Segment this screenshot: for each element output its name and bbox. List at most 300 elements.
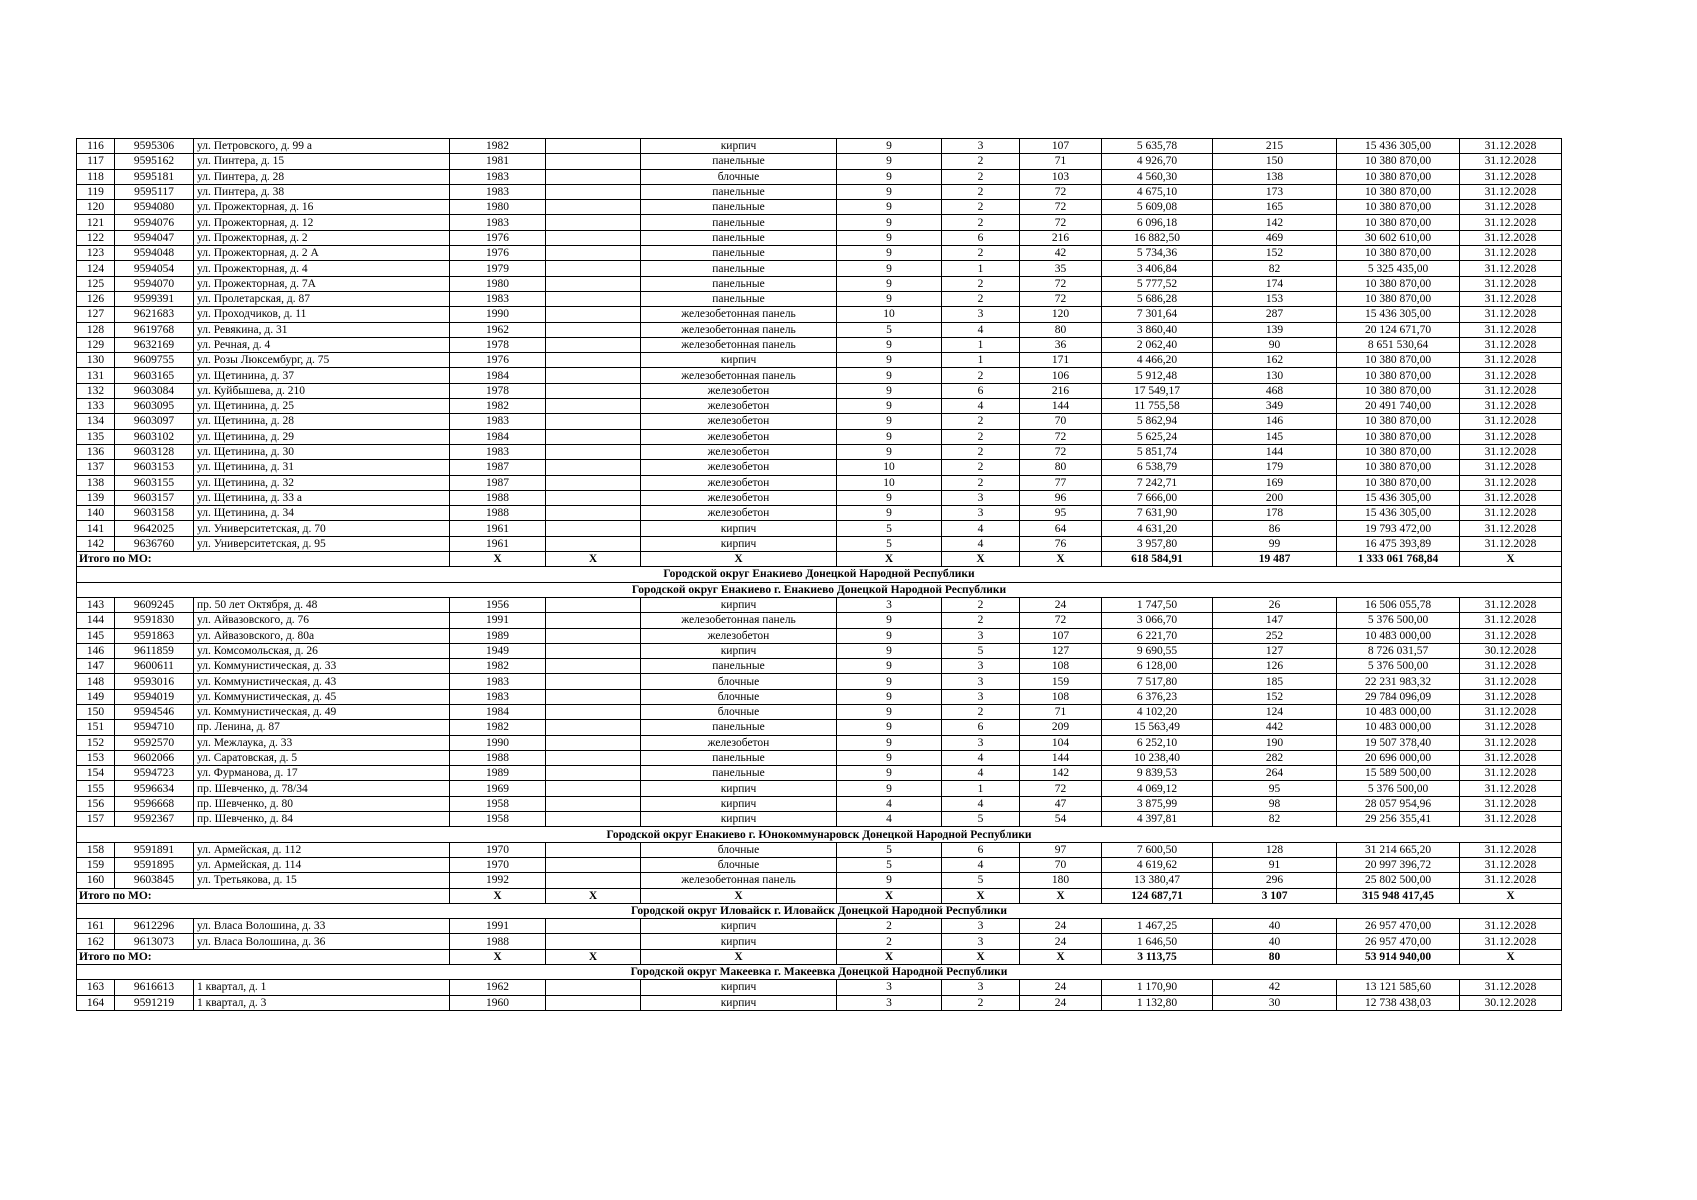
cell-blank [546, 139, 641, 154]
cell-floors: 9 [837, 291, 942, 306]
cell-cost: 10 380 870,00 [1337, 383, 1460, 398]
cell-row-number: 123 [77, 246, 115, 261]
cell-floors: 9 [837, 169, 942, 184]
cell-apartments: 106 [1020, 368, 1102, 383]
cell-deadline: 30.12.2028 [1460, 643, 1562, 658]
cell-row-number: 162 [77, 934, 115, 949]
cell-residents: 174 [1213, 276, 1337, 291]
table-row [77, 628, 1562, 643]
cell-year-built: 1961 [450, 521, 546, 536]
cell-row-number: 137 [77, 460, 115, 475]
cell-apartments: 70 [1020, 414, 1102, 429]
cell-cost: 8 651 530,64 [1337, 337, 1460, 352]
cell-floors: 5 [837, 322, 942, 337]
cell-residents: 124 [1213, 704, 1337, 719]
cell-row-number: 122 [77, 230, 115, 245]
total-cell: 124 687,71 [1102, 888, 1213, 903]
cell-area: 3 066,70 [1102, 613, 1213, 628]
cell-year-built: 1987 [450, 460, 546, 475]
cell-floors: 9 [837, 399, 942, 414]
cell-blank [546, 429, 641, 444]
cell-house-id: 9603157 [115, 490, 194, 505]
cell-deadline: 31.12.2028 [1460, 597, 1562, 612]
cell-blank [546, 735, 641, 750]
cell-apartments: 24 [1020, 995, 1102, 1010]
cell-house-id: 9591891 [115, 842, 194, 857]
cell-address: 1 квартал, д. 1 [194, 980, 450, 995]
cell-blank [546, 399, 641, 414]
cell-house-id: 9603097 [115, 414, 194, 429]
cell-residents: 139 [1213, 322, 1337, 337]
cell-row-number: 121 [77, 215, 115, 230]
cell-house-id: 9594048 [115, 246, 194, 261]
cell-address: ул. Прожекторная, д. 2 [194, 230, 450, 245]
cell-apartments: 77 [1020, 475, 1102, 490]
cell-entrances: 3 [942, 506, 1020, 521]
cell-wall-material: блочные [641, 857, 837, 872]
cell-floors: 2 [837, 919, 942, 934]
cell-cost: 10 483 000,00 [1337, 720, 1460, 735]
cell-entrances: 2 [942, 995, 1020, 1010]
cell-cost: 15 589 500,00 [1337, 766, 1460, 781]
cell-apartments: 180 [1020, 873, 1102, 888]
cell-year-built: 1987 [450, 475, 546, 490]
cell-address: пр. Шевченко, д. 84 [194, 812, 450, 827]
cell-blank [546, 506, 641, 521]
cell-year-built: 1976 [450, 353, 546, 368]
cell-blank [546, 154, 641, 169]
cell-year-built: 1962 [450, 322, 546, 337]
cell-year-built: 1992 [450, 873, 546, 888]
cell-entrances: 3 [942, 919, 1020, 934]
cell-entrances: 2 [942, 200, 1020, 215]
cell-cost: 5 376 500,00 [1337, 659, 1460, 674]
cell-floors: 10 [837, 475, 942, 490]
cell-row-number: 142 [77, 536, 115, 551]
cell-cost: 25 802 500,00 [1337, 873, 1460, 888]
cell-entrances: 2 [942, 246, 1020, 261]
cell-residents: 349 [1213, 399, 1337, 414]
table-row [77, 766, 1562, 781]
cell-blank [546, 215, 641, 230]
cell-blank [546, 750, 641, 765]
cell-row-number: 117 [77, 154, 115, 169]
table-row [77, 246, 1562, 261]
cell-house-id: 9591895 [115, 857, 194, 872]
cell-floors: 2 [837, 934, 942, 949]
cell-entrances: 2 [942, 368, 1020, 383]
cell-year-built: 1982 [450, 399, 546, 414]
cell-cost: 10 380 870,00 [1337, 246, 1460, 261]
cell-area: 1 646,50 [1102, 934, 1213, 949]
cell-year-built: 1983 [450, 291, 546, 306]
cell-floors: 9 [837, 337, 942, 352]
cell-cost: 12 738 438,03 [1337, 995, 1460, 1010]
cell-house-id: 9642025 [115, 521, 194, 536]
total-cell: X [1460, 552, 1562, 567]
cell-residents: 178 [1213, 506, 1337, 521]
cell-residents: 82 [1213, 261, 1337, 276]
cell-cost: 30 602 610,00 [1337, 230, 1460, 245]
cell-floors: 9 [837, 368, 942, 383]
cell-apartments: 159 [1020, 674, 1102, 689]
cell-floors: 9 [837, 414, 942, 429]
cell-floors: 9 [837, 230, 942, 245]
cell-blank [546, 291, 641, 306]
cell-deadline: 31.12.2028 [1460, 506, 1562, 521]
cell-deadline: 31.12.2028 [1460, 536, 1562, 551]
total-cell: X [1020, 949, 1102, 964]
cell-area: 9 839,53 [1102, 766, 1213, 781]
cell-area: 17 549,17 [1102, 383, 1213, 398]
cell-house-id: 9594054 [115, 261, 194, 276]
cell-floors: 9 [837, 490, 942, 505]
cell-blank [546, 597, 641, 612]
cell-cost: 5 376 500,00 [1337, 781, 1460, 796]
cell-residents: 152 [1213, 246, 1337, 261]
cell-blank [546, 628, 641, 643]
cell-deadline: 31.12.2028 [1460, 490, 1562, 505]
cell-apartments: 70 [1020, 857, 1102, 872]
cell-area: 6 128,00 [1102, 659, 1213, 674]
cell-deadline: 31.12.2028 [1460, 766, 1562, 781]
cell-deadline: 31.12.2028 [1460, 139, 1562, 154]
cell-address: ул. Щетинина, д. 37 [194, 368, 450, 383]
cell-address: ул. Проходчиков, д. 11 [194, 307, 450, 322]
cell-address: ул. Армейская, д. 112 [194, 842, 450, 857]
cell-deadline: 31.12.2028 [1460, 919, 1562, 934]
section-title: Городской округ Енакиево г. Енакиево Донецкой Народной Республики [77, 582, 1562, 597]
cell-floors: 9 [837, 613, 942, 628]
total-cell: 618 584,91 [1102, 552, 1213, 567]
table-row [77, 812, 1562, 827]
total-cell: X [546, 552, 641, 567]
cell-apartments: 72 [1020, 200, 1102, 215]
cell-wall-material: панельные [641, 291, 837, 306]
cell-area: 4 560,30 [1102, 169, 1213, 184]
cell-cost: 10 380 870,00 [1337, 444, 1460, 459]
cell-wall-material: железобетон [641, 414, 837, 429]
cell-area: 6 538,79 [1102, 460, 1213, 475]
cell-wall-material: панельные [641, 750, 837, 765]
cell-wall-material: кирпич [641, 934, 837, 949]
cell-year-built: 1983 [450, 444, 546, 459]
cell-apartments: 24 [1020, 597, 1102, 612]
table-row [77, 857, 1562, 872]
cell-floors: 3 [837, 995, 942, 1010]
cell-blank [546, 353, 641, 368]
cell-cost: 15 436 305,00 [1337, 506, 1460, 521]
cell-wall-material: блочные [641, 674, 837, 689]
total-row [77, 888, 1562, 903]
cell-apartments: 144 [1020, 399, 1102, 414]
cell-area: 1 132,80 [1102, 995, 1213, 1010]
cell-residents: 91 [1213, 857, 1337, 872]
cell-wall-material: панельные [641, 766, 837, 781]
cell-address: 1 квартал, д. 3 [194, 995, 450, 1010]
cell-floors: 9 [837, 200, 942, 215]
cell-cost: 5 325 435,00 [1337, 261, 1460, 276]
table-row [77, 613, 1562, 628]
cell-year-built: 1983 [450, 689, 546, 704]
cell-entrances: 3 [942, 735, 1020, 750]
cell-residents: 185 [1213, 674, 1337, 689]
cell-house-id: 9599391 [115, 291, 194, 306]
cell-year-built: 1958 [450, 796, 546, 811]
cell-blank [546, 521, 641, 536]
cell-entrances: 3 [942, 980, 1020, 995]
cell-address: ул. Университетская, д. 95 [194, 536, 450, 551]
cell-address: ул. Прожекторная, д. 7А [194, 276, 450, 291]
cell-area: 4 619,62 [1102, 857, 1213, 872]
cell-floors: 9 [837, 383, 942, 398]
cell-entrances: 3 [942, 689, 1020, 704]
cell-house-id: 9592367 [115, 812, 194, 827]
cell-entrances: 2 [942, 154, 1020, 169]
cell-entrances: 2 [942, 169, 1020, 184]
cell-deadline: 31.12.2028 [1460, 689, 1562, 704]
cell-area: 4 926,70 [1102, 154, 1213, 169]
cell-house-id: 9632169 [115, 337, 194, 352]
cell-year-built: 1984 [450, 368, 546, 383]
cell-year-built: 1983 [450, 215, 546, 230]
cell-entrances: 2 [942, 444, 1020, 459]
cell-residents: 147 [1213, 613, 1337, 628]
cell-residents: 42 [1213, 980, 1337, 995]
cell-area: 5 625,24 [1102, 429, 1213, 444]
cell-row-number: 116 [77, 139, 115, 154]
cell-deadline: 31.12.2028 [1460, 276, 1562, 291]
cell-house-id: 9591830 [115, 613, 194, 628]
cell-floors: 9 [837, 429, 942, 444]
cell-deadline: 31.12.2028 [1460, 628, 1562, 643]
cell-apartments: 35 [1020, 261, 1102, 276]
cell-wall-material: панельные [641, 200, 837, 215]
cell-area: 3 406,84 [1102, 261, 1213, 276]
cell-row-number: 118 [77, 169, 115, 184]
section-header-row [77, 965, 1562, 980]
cell-wall-material: железобетон [641, 383, 837, 398]
cell-entrances: 4 [942, 536, 1020, 551]
cell-deadline: 31.12.2028 [1460, 184, 1562, 199]
cell-address: ул. Комсомольская, д. 26 [194, 643, 450, 658]
cell-row-number: 152 [77, 735, 115, 750]
table-row [77, 139, 1562, 154]
total-cell: X [1020, 552, 1102, 567]
total-cell: X [450, 888, 546, 903]
cell-area: 16 882,50 [1102, 230, 1213, 245]
cell-deadline: 31.12.2028 [1460, 812, 1562, 827]
cell-address: ул. Щетинина, д. 33 а [194, 490, 450, 505]
cell-residents: 98 [1213, 796, 1337, 811]
total-cell: 53 914 940,00 [1337, 949, 1460, 964]
cell-cost: 10 380 870,00 [1337, 368, 1460, 383]
cell-year-built: 1962 [450, 980, 546, 995]
cell-house-id: 9595181 [115, 169, 194, 184]
cell-house-id: 9609245 [115, 597, 194, 612]
cell-wall-material: железобетонная панель [641, 613, 837, 628]
cell-row-number: 151 [77, 720, 115, 735]
cell-blank [546, 490, 641, 505]
cell-address: ул. Айвазовского, д. 76 [194, 613, 450, 628]
cell-year-built: 1982 [450, 720, 546, 735]
cell-residents: 144 [1213, 444, 1337, 459]
table-row [77, 995, 1562, 1010]
cell-row-number: 141 [77, 521, 115, 536]
cell-area: 6 376,23 [1102, 689, 1213, 704]
table-row [77, 475, 1562, 490]
cell-blank [546, 643, 641, 658]
cell-residents: 126 [1213, 659, 1337, 674]
cell-apartments: 103 [1020, 169, 1102, 184]
cell-year-built: 1961 [450, 536, 546, 551]
cell-address: ул. Прожекторная, д. 16 [194, 200, 450, 215]
cell-entrances: 4 [942, 750, 1020, 765]
cell-address: ул. Айвазовского, д. 80а [194, 628, 450, 643]
cell-year-built: 1983 [450, 169, 546, 184]
cell-residents: 200 [1213, 490, 1337, 505]
cell-cost: 31 214 665,20 [1337, 842, 1460, 857]
table-row [77, 200, 1562, 215]
cell-entrances: 3 [942, 934, 1020, 949]
cell-house-id: 9603128 [115, 444, 194, 459]
cell-wall-material: панельные [641, 276, 837, 291]
table-row [77, 460, 1562, 475]
table-row [77, 353, 1562, 368]
cell-blank [546, 674, 641, 689]
cell-residents: 296 [1213, 873, 1337, 888]
table-row [77, 276, 1562, 291]
cell-entrances: 6 [942, 383, 1020, 398]
cell-blank [546, 307, 641, 322]
cell-row-number: 154 [77, 766, 115, 781]
cell-deadline: 31.12.2028 [1460, 857, 1562, 872]
cell-year-built: 1982 [450, 659, 546, 674]
cell-floors: 10 [837, 460, 942, 475]
cell-apartments: 72 [1020, 781, 1102, 796]
cell-year-built: 1979 [450, 261, 546, 276]
table-row [77, 842, 1562, 857]
cell-area: 7 517,80 [1102, 674, 1213, 689]
cell-floors: 9 [837, 643, 942, 658]
cell-year-built: 1978 [450, 337, 546, 352]
cell-house-id: 9603158 [115, 506, 194, 521]
cell-address: ул. Коммунистическая, д. 49 [194, 704, 450, 719]
cell-apartments: 36 [1020, 337, 1102, 352]
cell-house-id: 9594546 [115, 704, 194, 719]
cell-area: 2 062,40 [1102, 337, 1213, 352]
cell-area: 1 747,50 [1102, 597, 1213, 612]
cell-residents: 146 [1213, 414, 1337, 429]
cell-wall-material: панельные [641, 184, 837, 199]
cell-year-built: 1980 [450, 200, 546, 215]
cell-row-number: 147 [77, 659, 115, 674]
cell-address: ул. Ревякина, д. 31 [194, 322, 450, 337]
cell-floors: 3 [837, 980, 942, 995]
cell-cost: 10 380 870,00 [1337, 429, 1460, 444]
cell-apartments: 47 [1020, 796, 1102, 811]
table-row [77, 597, 1562, 612]
cell-cost: 10 380 870,00 [1337, 154, 1460, 169]
cell-year-built: 1988 [450, 506, 546, 521]
total-cell: X [546, 949, 641, 964]
cell-house-id: 9603084 [115, 383, 194, 398]
cell-cost: 16 475 393,89 [1337, 536, 1460, 551]
table-row [77, 980, 1562, 995]
cell-wall-material: кирпич [641, 995, 837, 1010]
cell-row-number: 135 [77, 429, 115, 444]
cell-wall-material: блочные [641, 169, 837, 184]
cell-residents: 153 [1213, 291, 1337, 306]
cell-blank [546, 276, 641, 291]
cell-house-id: 9609755 [115, 353, 194, 368]
cell-cost: 8 726 031,57 [1337, 643, 1460, 658]
cell-entrances: 2 [942, 704, 1020, 719]
cell-address: ул. Прожекторная, д. 2 А [194, 246, 450, 261]
table-row [77, 659, 1562, 674]
cell-address: ул. Щетинина, д. 28 [194, 414, 450, 429]
cell-apartments: 144 [1020, 750, 1102, 765]
cell-area: 4 397,81 [1102, 812, 1213, 827]
cell-address: ул. Щетинина, д. 25 [194, 399, 450, 414]
cell-wall-material: железобетон [641, 735, 837, 750]
cell-year-built: 1976 [450, 246, 546, 261]
cell-cost: 10 380 870,00 [1337, 169, 1460, 184]
table-row [77, 322, 1562, 337]
cell-row-number: 125 [77, 276, 115, 291]
cell-floors: 9 [837, 154, 942, 169]
cell-deadline: 31.12.2028 [1460, 261, 1562, 276]
cell-row-number: 149 [77, 689, 115, 704]
cell-house-id: 9596668 [115, 796, 194, 811]
cell-house-id: 9594723 [115, 766, 194, 781]
cell-address: ул. Прожекторная, д. 12 [194, 215, 450, 230]
cell-apartments: 97 [1020, 842, 1102, 857]
cell-address: ул. Речная, д. 4 [194, 337, 450, 352]
cell-blank [546, 444, 641, 459]
table-row [77, 506, 1562, 521]
cell-deadline: 31.12.2028 [1460, 200, 1562, 215]
cell-entrances: 4 [942, 521, 1020, 536]
cell-house-id: 9616613 [115, 980, 194, 995]
cell-cost: 10 380 870,00 [1337, 215, 1460, 230]
cell-cost: 19 793 472,00 [1337, 521, 1460, 536]
cell-year-built: 1960 [450, 995, 546, 1010]
cell-row-number: 144 [77, 613, 115, 628]
cell-address: ул. Розы Люксембург, д. 75 [194, 353, 450, 368]
cell-floors: 9 [837, 139, 942, 154]
cell-address: ул. Коммунистическая, д. 33 [194, 659, 450, 674]
table-row [77, 536, 1562, 551]
cell-house-id: 9594076 [115, 215, 194, 230]
cell-wall-material: кирпич [641, 643, 837, 658]
cell-apartments: 80 [1020, 460, 1102, 475]
cell-floors: 9 [837, 689, 942, 704]
cell-wall-material: железобетон [641, 475, 837, 490]
cell-deadline: 31.12.2028 [1460, 353, 1562, 368]
cell-wall-material: железобетон [641, 444, 837, 459]
cell-blank [546, 857, 641, 872]
cell-apartments: 107 [1020, 139, 1102, 154]
cell-blank [546, 414, 641, 429]
cell-address: пр. 50 лет Октября, д. 48 [194, 597, 450, 612]
cell-residents: 282 [1213, 750, 1337, 765]
table-row [77, 643, 1562, 658]
cell-residents: 145 [1213, 429, 1337, 444]
cell-apartments: 72 [1020, 215, 1102, 230]
cell-deadline: 31.12.2028 [1460, 444, 1562, 459]
cell-row-number: 132 [77, 383, 115, 398]
